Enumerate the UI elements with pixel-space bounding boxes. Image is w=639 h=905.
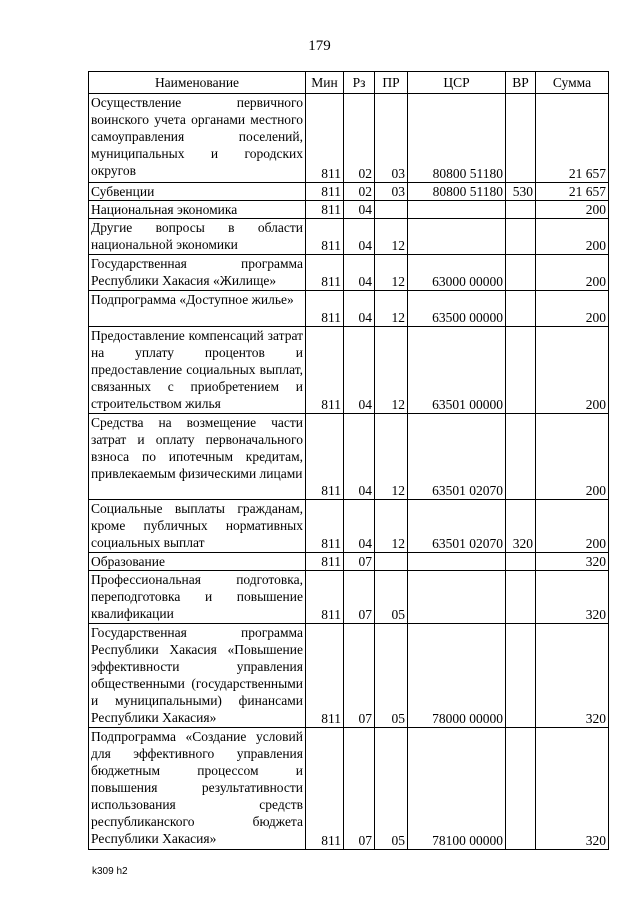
row-min: 811 [306, 327, 344, 414]
row-name: Предоставление компенсаций затрат на уплату процентов и предоставление социальных выплат, связанных с приобретением и строительством жилья [89, 327, 306, 414]
table-row [89, 201, 609, 219]
row-sum: 200 [536, 500, 609, 553]
page-number: 179 [308, 38, 331, 54]
row-sum: 320 [536, 728, 609, 850]
table-row [89, 571, 609, 624]
row-name: Субвенции [89, 183, 306, 201]
row-sum: 200 [536, 414, 609, 500]
row-csr: 63000 00000 [408, 255, 506, 291]
row-name: Образование [89, 553, 306, 571]
row-rz: 04 [344, 201, 375, 219]
row-rz: 02 [344, 183, 375, 201]
row-rz: 07 [344, 553, 375, 571]
row-sum: 21 657 [536, 94, 609, 183]
row-name: Другие вопросы в области национальной экономики [89, 219, 306, 255]
header-vr: ВР [506, 72, 536, 94]
row-name: Социальные выплаты гражданам, кроме публичных нормативных социальных выплат [89, 500, 306, 553]
row-vr: 320 [506, 500, 536, 553]
row-csr [408, 219, 506, 255]
row-csr [408, 553, 506, 571]
header-sum: Сумма [536, 72, 609, 94]
row-pr: 12 [375, 500, 408, 553]
table-row [89, 624, 609, 728]
row-pr [375, 553, 408, 571]
row-min: 811 [306, 183, 344, 201]
row-min: 811 [306, 571, 344, 624]
row-rz: 07 [344, 728, 375, 850]
row-rz: 04 [344, 500, 375, 553]
row-csr: 63501 02070 [408, 414, 506, 500]
row-min: 811 [306, 500, 344, 553]
row-pr: 12 [375, 219, 408, 255]
header-pr: ПР [375, 72, 408, 94]
row-name: Осуществление первичного воинского учета органами местного самоуправления поселений, муниципальных и городских округов [89, 94, 306, 183]
table-row [89, 327, 609, 414]
row-sum: 200 [536, 201, 609, 219]
row-sum: 320 [536, 571, 609, 624]
row-vr [506, 201, 536, 219]
row-name: Государственная программа Республики Хакасия «Повышение эффективности управления общественными (государственными и муниципальными) финансами Республики Хакасия» [89, 624, 306, 728]
row-vr [506, 414, 536, 500]
footer-code: k309 h2 [92, 866, 128, 877]
row-sum: 200 [536, 255, 609, 291]
row-min: 811 [306, 219, 344, 255]
row-name: Национальная экономика [89, 201, 306, 219]
row-vr [506, 291, 536, 327]
table-row [89, 94, 609, 183]
table-row [89, 500, 609, 553]
row-min: 811 [306, 201, 344, 219]
row-vr [506, 94, 536, 183]
row-pr [375, 201, 408, 219]
row-rz: 07 [344, 571, 375, 624]
row-csr: 63501 00000 [408, 327, 506, 414]
row-rz: 07 [344, 624, 375, 728]
row-vr [506, 219, 536, 255]
row-sum: 320 [536, 553, 609, 571]
row-pr: 03 [375, 94, 408, 183]
row-pr: 12 [375, 327, 408, 414]
row-min: 811 [306, 291, 344, 327]
row-vr [506, 728, 536, 850]
row-pr: 05 [375, 571, 408, 624]
header-min: Мин [306, 72, 344, 94]
header-csr: ЦСР [408, 72, 506, 94]
row-rz: 04 [344, 327, 375, 414]
table-row [89, 414, 609, 500]
row-pr: 03 [375, 183, 408, 201]
row-name: Государственная программа Республики Хакасия «Жилище» [89, 255, 306, 291]
row-csr: 78000 00000 [408, 624, 506, 728]
row-pr: 05 [375, 728, 408, 850]
row-csr: 63500 00000 [408, 291, 506, 327]
row-vr: 530 [506, 183, 536, 201]
row-min: 811 [306, 624, 344, 728]
table-row [89, 219, 609, 255]
row-pr: 12 [375, 291, 408, 327]
row-vr [506, 255, 536, 291]
row-csr [408, 571, 506, 624]
row-min: 811 [306, 94, 344, 183]
row-rz: 04 [344, 291, 375, 327]
row-rz: 04 [344, 414, 375, 500]
header-name: Наименование [89, 72, 306, 94]
row-rz: 02 [344, 94, 375, 183]
table-row [89, 553, 609, 571]
row-vr [506, 327, 536, 414]
row-csr: 80800 51180 [408, 183, 506, 201]
row-sum: 200 [536, 219, 609, 255]
row-name: Подпрограмма «Доступное жилье» [89, 291, 306, 327]
table-row [89, 728, 609, 850]
table-row [89, 255, 609, 291]
row-csr [408, 201, 506, 219]
row-pr: 12 [375, 255, 408, 291]
row-sum: 200 [536, 327, 609, 414]
table-row [89, 291, 609, 327]
header-rz: Рз [344, 72, 375, 94]
row-sum: 320 [536, 624, 609, 728]
row-vr [506, 571, 536, 624]
row-min: 811 [306, 728, 344, 850]
row-vr [506, 624, 536, 728]
table-header-row [89, 72, 609, 94]
row-name: Средства на возмещение части затрат и оплату первоначального взноса по ипотечным кредитам, привлекаемым физическими лицами [89, 414, 306, 500]
row-sum: 200 [536, 291, 609, 327]
row-vr [506, 553, 536, 571]
row-name: Подпрограмма «Создание условий для эффективного управления бюджетным процессом и повышения результативности использования средств республиканского бюджета Республики Хакасия» [89, 728, 306, 850]
row-name: Профессиональная подготовка, переподготовка и повышение квалификации [89, 571, 306, 624]
row-pr: 12 [375, 414, 408, 500]
row-csr: 80800 51180 [408, 94, 506, 183]
row-rz: 04 [344, 219, 375, 255]
row-csr: 63501 02070 [408, 500, 506, 553]
row-csr: 78100 00000 [408, 728, 506, 850]
row-pr: 05 [375, 624, 408, 728]
row-sum: 21 657 [536, 183, 609, 201]
table-row [89, 183, 609, 201]
row-min: 811 [306, 414, 344, 500]
row-rz: 04 [344, 255, 375, 291]
row-min: 811 [306, 553, 344, 571]
row-min: 811 [306, 255, 344, 291]
budget-table [88, 71, 609, 850]
